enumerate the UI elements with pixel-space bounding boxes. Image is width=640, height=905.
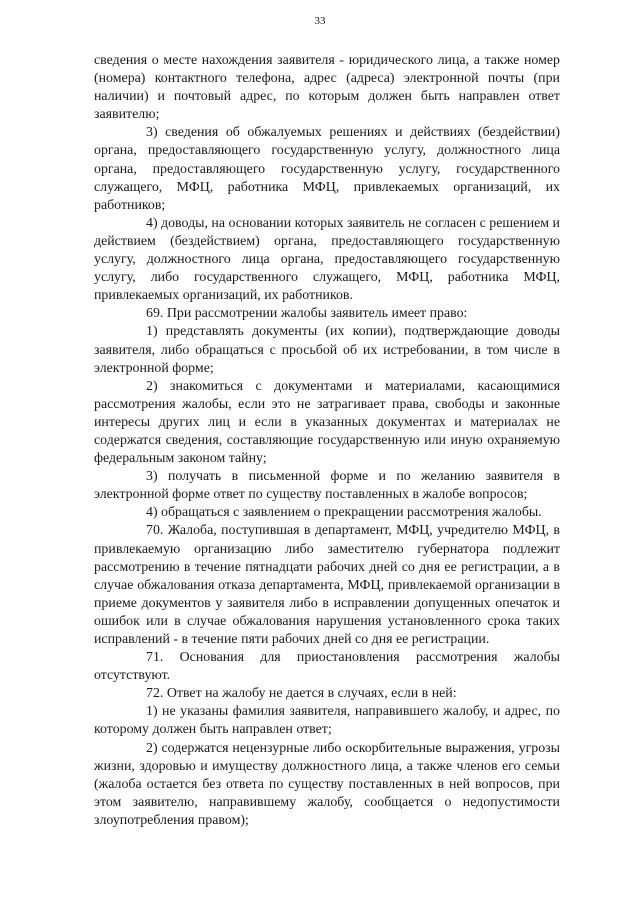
paragraph-69-item-4: 4) обращаться с заявлением о прекращении рассмотрения жалобы.: [146, 505, 542, 521]
paragraph-applicant-address: сведения о месте нахождения заявителя - юридического лица, а также номер (номера) контактного телефона, адрес (адреса) электронной почты (при наличии) и почтовый адрес, по которым должен быть направлен ответ заявителю;: [94, 53, 560, 123]
paragraph-69-rights: 69. При рассмотрении жалобы заявитель имеет право:: [146, 306, 468, 322]
paragraph-item-3-appealed-decisions: 3) сведения об обжалуемых решениях и действиях (бездействии) органа, предоставляющего государственную услугу, должностного лица органа, предоставляющего государственную услугу, государственного служащего, МФЦ, работника МФЦ, привлекаемых организаций, их работников;: [94, 125, 560, 213]
paragraph-71-no-suspension: 71. Основания для приостановления рассмотрения жалобы отсутствуют.: [94, 650, 560, 684]
paragraph-72-no-response-cases: 72. Ответ на жалобу не дается в случаях, если в ней:: [146, 686, 457, 702]
paragraph-72-item-1: 1) не указаны фамилия заявителя, направившего жалобу, и адрес, по которому должен быть направлен ответ;: [94, 704, 560, 738]
paragraph-69-item-2: 2) знакомиться с документами и материалами, касающимися рассмотрения жалобы, если это не затрагивает права, свободы и законные интересы других лиц и если в указанных документах и материалах не содержатся сведения, составляющие государственную или иную охраняемую федеральным законом тайну;: [94, 378, 560, 467]
paragraph-72-item-2: 2) содержатся нецензурные либо оскорбительные выражения, угрозы жизни, здоровью и имуществу должностного лица, а также членов его семьи (жалоба остается без ответа по существу поставленных в ней вопросов, при этом заявителю, направившему жалобу, сообщается о недопустимости злоупотребления правом);: [94, 740, 560, 828]
paragraph-69-item-1: 1) представлять документы (их копии), подтверждающие доводы заявителя, либо обращаться с просьбой об их истребовании, в том числе в электронной форме;: [94, 324, 560, 376]
paragraph-item-4-arguments: 4) доводы, на основании которых заявитель не согласен с решением и действием (бездействием) органа, предоставляющего государственную услугу, должностного лица органа, предоставляющего государственную услугу, либо государственного служащего, МФЦ, работника МФЦ, привлекаемых организаций, их работников.: [94, 215, 560, 304]
document-body: [94, 52, 560, 830]
page-number: 33: [314, 15, 326, 27]
paragraph-70-review-period: 70. Жалоба, поступившая в департамент, МФЦ, учредителю МФЦ, в привлекаемую организацию либо заместителю губернатора подлежит рассмотрению в течение пятнадцати рабочих дней со дня ее регистрации, а в случае обжалования отказа департамента, МФЦ, привлекаемой организации в приеме документов у заявителя либо в исправлении допущенных опечаток и ошибок или в случае обжалования нарушения установленного срока таких исправлений - в течение пяти рабочих дней со дня ее регистрации.: [94, 523, 560, 647]
paragraph-69-item-3: 3) получать в письменной форме и по желанию заявителя в электронной форме ответ по существу поставленных в жалобе вопросов;: [94, 469, 560, 503]
